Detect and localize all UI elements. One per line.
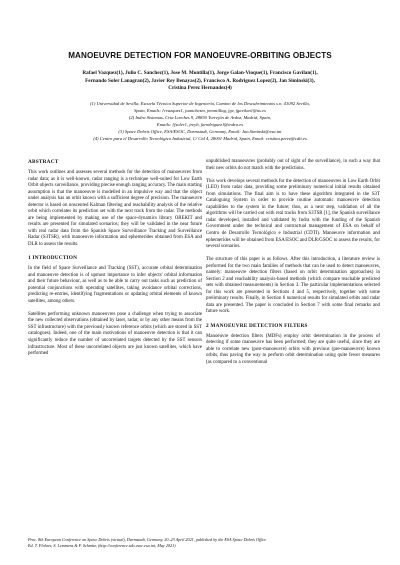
- abstract-text: This work outlines and assesses several methods for the detection of manoeuvres from radar data; as it is well-known, radar ranging is a technique well-suited for Low Earth Orbit objects surveillance, providing precise enough ranging accuracy. The main starting assumption is that the manoeuvre is modelled in an impulsive way and that the object under analysis has an orbit known with a sufficient degree of precision. The manoeuvre detector is based on unscented Kalman filtering and reachability analysis of the relative orbit which correlates its prediction set with the next track from the radar. The methods are being implemented by making use of the space-dynamics library OREKIT and results are presented for simulated scenarios; they will be validated in the near future with real radar data from the Spanish Space Surveillance Tracking and Surveillance Radar (S3TSR), with manoeuvre information and ephemerides obtained from ESA and DLR to assess the results.: [28, 170, 202, 248]
- affiliation-list: [20, 101, 380, 142]
- left-column: [28, 159, 202, 364]
- abstract-heading: ABSTRACT: [28, 159, 59, 165]
- intro-paragraph: This work develops several methods for the detection of manoeuvres in Low Earth Orbit (LEO) from radar data, providing some preliminary numerical initial results obtained from simulations. The final aim is to have these algorithm integrated in the S3T Cataloguing System in order to provide routine automatic manoeuvre detection capabilities to the system in the future; thus, as a next step, validation of all the algorithms will be carried out with real tracks from S3TSR [1], the Spanish surveillance radar developed, installed and validated by Indra with the funding of the Spanish Government under the technical and contractual management of ESA on behalf of Centro de Desarrollo Tecnológico e Industrial (CDTI). Manoeuvre information and ephemerides will be obtained from ESA/ESOC and DLR/GSOC to assess the results, for several scenarios.: [206, 178, 380, 250]
- intro-paragraph: unpublished manoeuvres (probably out of sight of the surveillance), in such a way that their new orbits do not match with the predictions.: [206, 159, 380, 171]
- footer-line: Ed. T. Flohrer, S. Lemmens & F. Schmitz, (http://conference.sdo.esoc.esa.int, May 2021): [28, 542, 176, 548]
- page-footer: [28, 537, 372, 548]
- affiliation-line: (3) Space Debris Office, ESA/ESOC, Darmstadt, Germany, Email: Jan.Siminski@esa.int: [118, 128, 282, 134]
- intro-paragraph: In the field of Space Surveillance and Tracking (SST), accurate orbital determination and manoeuvre detection is of upmost importance to infer objects' orbital information and their future behaviour, as well as to be able to carry out tasks such as prediction of potential conjunctions with operating satellites, taking avoidance orbital corrections, predicting re-entries, identifying fragmentations or updating orbital elements of known satellites, among others.: [28, 266, 202, 304]
- author-list: [20, 70, 380, 93]
- affiliation-line: Emails: {fsoler1, jreyb, farodriguez}@indra.es: [156, 121, 244, 127]
- affiliation-line: (1) Universidad de Sevilla, Escuela Técnica Superior de Ingeniería, Camino de los Descubrimientos s.n. 41092 Sevilla,: [90, 101, 310, 106]
- affiliation-line: Spain, Emails: {rvazquez1, juanchezm, jmontillag, jgv, fgavilan}@us.es: [134, 107, 266, 113]
- affiliation-line: (2) Indra Sistemas, Crta Loeches 9, 28850 Torrejón de Ardoz, Madrid, Spain,: [128, 114, 272, 120]
- section-heading-introduction: 1 INTRODUCTION: [28, 255, 78, 262]
- right-column: [206, 159, 380, 373]
- author-line: Cristina Perez Hernandez(4): [168, 85, 232, 92]
- intro-paragraph: The structure of this paper is as follows. After this introduction, a literature review is performed for the two main families of methods that can be used to detect manoeuvres, namely: manoeuvre detection filters (based on orbit determination approaches) in Section 2 and reachability analysis-based methods (which compare reachable predicted sets with obtained measurements) in Section 3. The particular implementations selected for this work are presented in Sections 4 and 5, respectively, together with some preliminary results. Finally, in Section 6 numerical results for simulated orbits and radar data are presented. The paper is concluded in Section 7 with some final remarks and future work.: [206, 257, 380, 315]
- paper-title: MANOEUVRE DETECTION FOR MANOEUVRE-ORBITING OBJECTS: [68, 51, 332, 60]
- intro-paragraph: Satellites performing unknown manoeuvres pose a challenge when trying to associate the new collected observations (obtained by laser, radar, or by any other means from the SST infrastructure) with the previously known reference orbits (which are stored in SST catalogues). Indeed, one of the main motivations of manoeuvre detection is that it can significantly reduce the number of uncorrelated targets detected by the SST sensors infrastructure. Most of these uncorrelated objects are just known satellites, which have performed: [28, 311, 202, 357]
- footer-line: Proc. 8th European Conference on Space Debris (virtual), Darmstadt, Germany, 20–23 April 2021, published by the ESA Space Debris Office: [28, 537, 267, 542]
- affiliation-line: (4) Centro para el Desarrollo Tecnológico Industrial, C/ Cid 4, 28001 Madrid, Spain, Email: cristina.perez@cdti.es: [93, 135, 307, 141]
- author-line: Rafael Vazquez(1), Julio C. Sanchez(1), Jose M. Montilla(1), Jorge Galan-Vioque(1), Francisco Gavilan(1),: [82, 70, 318, 76]
- section-paragraph: Manoeuvre detection filters (MDFs) employ orbit determination in the process of detecting if some manoeuvre has been performed; they are quite useful, since they are able to correlate new (post-manoeuvre) orbits with previous (pre-manoeuvre) known orbits, thus paving the way to perform orbit determination using quite fewer measures (as compared to a conventional: [206, 333, 380, 365]
- author-line: Fernando Soler Lanagran(2), Javier Rey Benayas(2), Francisco A. Rodriguez Lopez(2), Jan Siminski(3),: [85, 77, 315, 84]
- section-heading-detection-filters: 2 MANOEUVRE DETECTION FILTERS: [206, 322, 308, 329]
